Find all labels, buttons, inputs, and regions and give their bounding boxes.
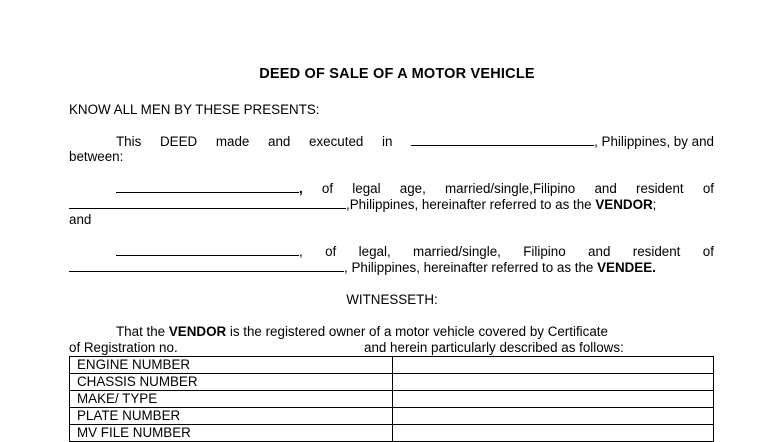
table-row xyxy=(70,357,714,374)
deed-place-suffix: , Philippines, by and xyxy=(594,134,714,149)
vendor-paragraph-line1: , of legal age, married/single,Filipino and resident of xyxy=(116,180,714,197)
row-label: CHASSIS NUMBER xyxy=(70,374,393,391)
word: This xyxy=(116,134,142,149)
vendee-residence-blank[interactable] xyxy=(69,259,344,272)
table-row xyxy=(70,425,714,442)
word: of xyxy=(702,181,714,196)
table-row xyxy=(70,374,714,391)
and-line: and xyxy=(69,212,92,227)
word: of xyxy=(325,244,337,259)
make-type-field[interactable] xyxy=(393,391,714,408)
vehicle-details-table xyxy=(69,356,714,442)
registration-label: of Registration no. xyxy=(69,340,178,355)
word: in xyxy=(382,134,393,149)
row-label: MV FILE NUMBER xyxy=(70,425,393,442)
engine-number-field[interactable] xyxy=(393,357,714,374)
word: married/single, xyxy=(413,244,501,259)
vendor-name-blank[interactable] xyxy=(116,180,299,193)
word: and xyxy=(588,244,611,259)
word: and xyxy=(268,134,291,149)
deed-paragraph-line1 xyxy=(116,133,714,150)
row-label: MAKE/ TYPE xyxy=(70,391,393,408)
word: resident xyxy=(635,181,684,196)
chassis-number-field[interactable] xyxy=(393,374,714,391)
word: age, xyxy=(399,181,426,196)
word: resident xyxy=(632,244,681,259)
word: legal xyxy=(352,181,381,196)
row-label: PLATE NUMBER xyxy=(70,408,393,425)
word: of xyxy=(321,181,334,196)
document-title: DEED OF SALE OF A MOTOR VEHICLE xyxy=(259,66,535,82)
word: married/single,Filipino xyxy=(445,181,576,196)
word: DEED xyxy=(159,134,198,149)
description-intro: and herein particularly described as follows: xyxy=(364,340,624,355)
vendee-paragraph-line1: , of legal, married/single, Filipino and resident of xyxy=(116,243,714,260)
table-row xyxy=(70,408,714,425)
word: and xyxy=(594,181,617,196)
word: made xyxy=(215,134,250,149)
word: legal, xyxy=(358,244,391,259)
vendor-paragraph-line2: ,Philippines, hereinafter referred to as the VENDOR; xyxy=(69,196,656,213)
intro-line: KNOW ALL MEN BY THESE PRESENTS: xyxy=(69,102,320,117)
vendee-role: VENDEE. xyxy=(597,260,656,275)
witnesseth-heading: WITNESSETH: xyxy=(346,292,438,307)
mv-file-number-field[interactable] xyxy=(393,425,714,442)
vendee-paragraph-line2: , Philippines, hereinafter referred to as the VENDEE. xyxy=(69,259,656,276)
ownership-paragraph-line1: That the VENDOR is the registered owner of a motor vehicle covered by Certificate xyxy=(116,324,608,339)
word: Filipino xyxy=(523,244,566,259)
deed-paragraph-line2: between: xyxy=(69,149,124,164)
vendor-residence-blank[interactable] xyxy=(69,196,346,209)
word: of xyxy=(702,244,714,259)
place-blank[interactable] xyxy=(411,133,594,146)
word: executed xyxy=(309,134,364,149)
table-row xyxy=(70,391,714,408)
vendee-name-blank[interactable] xyxy=(116,243,299,256)
vendor-role: VENDOR xyxy=(595,197,653,212)
row-label: ENGINE NUMBER xyxy=(70,357,393,374)
plate-number-field[interactable] xyxy=(393,408,714,425)
